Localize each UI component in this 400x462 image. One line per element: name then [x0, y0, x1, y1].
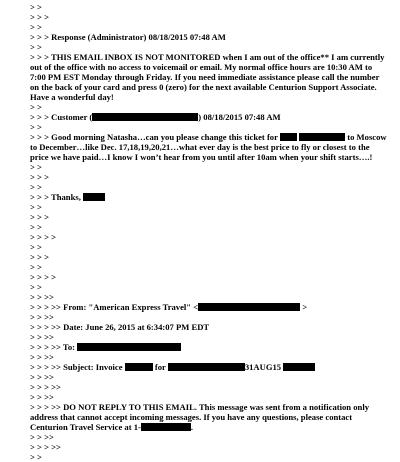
subject-text: > > > >> Subject: Invoice	[30, 362, 123, 372]
redaction-bar	[77, 343, 181, 351]
customer-message	[30, 132, 390, 162]
quote-line: > > >	[30, 212, 49, 222]
redaction-bar	[125, 363, 153, 371]
to-text: > > > >> To:	[30, 342, 76, 352]
quote-line: > >	[30, 22, 42, 32]
quote-line: > > >>	[30, 332, 54, 342]
quote-line: > >	[30, 202, 42, 212]
quote-line: > > >	[30, 12, 49, 22]
customer-prefix: > > > Customer (	[30, 112, 93, 122]
quote-line: > > > >>	[30, 382, 61, 392]
quote-line: > > >>	[30, 372, 54, 382]
subject-line	[30, 362, 390, 372]
redaction-bar	[168, 363, 245, 371]
quote-line: > > >>	[30, 392, 54, 402]
quote-line: > >	[30, 262, 42, 272]
from-text: > > > >> From: "American Express Travel" <	[30, 302, 199, 312]
date-line: > > > >> Date: June 26, 2015 at 6:34:07 PM EDT	[30, 322, 210, 332]
to-line	[30, 342, 390, 352]
quote-line: > > >>	[30, 432, 54, 442]
quote-line: > > >>	[30, 312, 54, 322]
redaction-bar	[299, 133, 345, 141]
redaction-bar	[83, 193, 105, 201]
quote-line: > >	[30, 452, 42, 462]
response-header: > > > Response (Administrator) 08/18/2015 07:48 AM	[30, 32, 226, 42]
from-close: >	[302, 302, 308, 312]
notice-body: > > > >> DO NOT REPLY TO THIS EMAIL. This message was sent from a notification only address that cannot accept incoming messages. If you have any questions, please contact Centurion Travel Service at 1-	[30, 402, 369, 432]
redaction-bar	[280, 133, 297, 141]
thanks-line	[30, 192, 390, 202]
redaction-bar	[92, 113, 198, 121]
customer-line	[30, 112, 390, 122]
thanks-text: > > > Thanks,	[30, 192, 81, 202]
quote-line: > >	[30, 102, 42, 112]
quote-line: > >	[30, 162, 42, 172]
redaction-bar	[141, 422, 194, 432]
quote-line: > >	[30, 42, 42, 52]
redaction-bar	[198, 303, 300, 311]
message-part-1: > > > Good morning Natasha…can you please change this ticket for	[30, 132, 278, 142]
subject-code: 31AUG15	[244, 362, 282, 372]
notice-text	[30, 402, 390, 432]
quote-line: > >	[30, 2, 42, 12]
quote-line: > >	[30, 222, 42, 232]
quote-line: > >	[30, 282, 42, 292]
quote-line: > >	[30, 242, 42, 252]
subject-for: for	[154, 362, 166, 372]
quote-line: > > >	[30, 172, 49, 182]
quote-line: > > >>	[30, 292, 57, 302]
customer-timestamp: ) 08/18/2015 07:48 AM	[198, 112, 281, 122]
quote-line: > > > >	[30, 232, 57, 242]
message-part-2: to Moscow to December…like Dec. 17,18,19,20,21…what ever day is the best price to fly or closest to the price we have paid…I know I won’t hear from you until after 10am when your shift starts….!	[30, 132, 387, 162]
from-line	[30, 302, 390, 312]
quote-line: > >	[30, 122, 42, 132]
quote-line: > > > >>	[30, 442, 61, 452]
quote-line: > > >>	[30, 352, 54, 362]
quote-line: > > > >	[30, 272, 57, 282]
quote-line: > >	[30, 182, 42, 192]
notice-end: .	[190, 422, 194, 432]
quote-line: > > >	[30, 252, 49, 262]
redaction-bar	[283, 363, 315, 371]
auto-reply-text: > > > THIS EMAIL INBOX IS NOT MONITORED when I am out of the office** I am currently out of the office with no access to voicemail or email. My normal office hours are 10:30 AM to 7:00 PM EST Monday through Friday. If you need immediate assistance please call the number on the back of your card and press 0 (zero) for the next available Centurion Support Associate. Have a wonderful day!	[30, 52, 385, 102]
